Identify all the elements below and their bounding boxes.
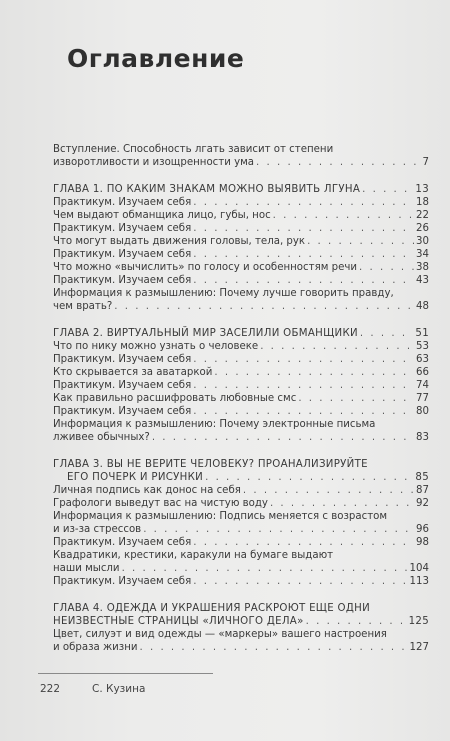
toc-item-label: Что по нику можно узнать о человеке [53, 341, 259, 352]
page-number: 80 [416, 406, 429, 417]
page-number: 51 [415, 328, 429, 339]
toc-item [53, 274, 429, 287]
dot-leader [307, 235, 414, 248]
toc-item-label: Цвет, силуэт и вид одежды — «маркеры» вашего настроения [53, 629, 387, 640]
dot-leader [270, 497, 414, 510]
chapter-heading: НЕИЗВЕСТНЫЕ СТРАНИЦЫ «ЛИЧНОГО ДЕЛА» [53, 616, 304, 627]
toc-item [53, 628, 429, 654]
page-number: 127 [409, 642, 429, 653]
toc-entry-intro [53, 143, 429, 169]
dot-leader [193, 405, 414, 418]
toc-item-info [53, 287, 429, 313]
dot-leader [193, 248, 414, 261]
chapter-heading: ГЛАВА 1. ПО КАКИМ ЗНАКАМ МОЖНО ВЫЯВИТЬ ЛГУНА [53, 184, 361, 195]
page-number: 18 [416, 197, 429, 208]
page-number: 98 [416, 537, 429, 548]
dot-leader [306, 615, 407, 628]
toc-chapter-3 [53, 458, 429, 484]
dot-leader [260, 340, 414, 353]
page-number: 66 [416, 367, 429, 378]
toc-item-label: Информация к размышлению: Почему лучше говорить правду, [53, 288, 394, 299]
toc-item-label: Кто скрывается за аватаркой [53, 367, 213, 378]
toc-item-label: Квадратики, крестики, каракули на бумаге выдают [53, 550, 334, 561]
toc-entry-label: изворотливости и изощренности ума [53, 157, 255, 168]
dot-leader [205, 471, 413, 484]
dot-leader [214, 366, 414, 379]
toc-item-label: Как правильно расшифровать любовные смс [53, 393, 297, 404]
toc-item-label: и образа жизни [53, 642, 138, 653]
dot-leader [243, 484, 414, 497]
page-number: 7 [422, 157, 429, 168]
toc-item-label: наши мысли [53, 563, 120, 574]
toc-item-label: Практикум. Изучаем себя [53, 275, 192, 286]
dot-leader [193, 379, 414, 392]
page-number: 92 [416, 498, 429, 509]
page-title: Оглавление [67, 44, 245, 73]
toc-item [53, 497, 429, 510]
dot-leader [362, 183, 413, 196]
toc-item [53, 353, 429, 366]
dot-leader [193, 222, 414, 235]
dot-leader [273, 209, 414, 222]
toc-item-label: Практикум. Изучаем себя [53, 406, 192, 417]
dot-leader [298, 392, 414, 405]
toc-item-label: чем врать? [53, 301, 113, 312]
toc-item-info [53, 510, 429, 536]
toc-item-label: Чем выдают обманщика лицо, губы, нос [53, 210, 271, 221]
toc-item [53, 549, 429, 575]
toc-item [53, 196, 429, 209]
toc-item-label: Графологи выведут вас на чистую воду [53, 498, 268, 509]
dot-leader [193, 274, 414, 287]
toc-item-label: Информация к размышлению: Подпись меняется с возрастом [53, 511, 388, 522]
toc-item [53, 405, 429, 418]
toc-item [53, 340, 429, 353]
dot-leader [256, 156, 420, 169]
page-number: 43 [416, 275, 429, 286]
toc-item-label: Практикум. Изучаем себя [53, 249, 192, 260]
page-number: 85 [415, 472, 429, 483]
toc-item [53, 261, 429, 274]
chapter-heading: ЕГО ПОЧЕРК И РИСУНКИ [67, 472, 204, 483]
page-number: 96 [416, 524, 429, 535]
page-number: 53 [416, 341, 429, 352]
chapter-heading: ГЛАВА 2. ВИРТУАЛЬНЫЙ МИР ЗАСЕЛИЛИ ОБМАНЩИКИ [53, 328, 358, 339]
page-number: 74 [416, 380, 429, 391]
footer-author: С. Кузина [92, 683, 146, 695]
page-number: 26 [416, 223, 429, 234]
dot-leader [114, 300, 414, 313]
toc-item-label: Что могут выдать движения головы, тела, рук [53, 236, 306, 247]
toc-item-label: лживее обычных? [53, 432, 150, 443]
page-number: 87 [416, 485, 429, 496]
toc-item [53, 248, 429, 261]
dot-leader [360, 327, 414, 340]
toc-item-label: Личная подпись как донос на себя [53, 485, 241, 496]
page-number: 30 [416, 236, 429, 247]
toc-chapter-4 [53, 602, 429, 628]
toc-item-label: Что можно «вычислить» по голосу и особенностям речи [53, 262, 358, 273]
toc-item [53, 575, 429, 588]
toc-item [53, 392, 429, 405]
dot-leader [359, 261, 414, 274]
chapter-heading: ГЛАВА 3. ВЫ НЕ ВЕРИТЕ ЧЕЛОВЕКУ? ПРОАНАЛИЗИРУЙТЕ [53, 459, 368, 470]
page-number: 125 [408, 616, 429, 627]
footer-divider [38, 673, 213, 674]
toc-item-label: Информация к размышлению: Почему электронные письма [53, 419, 376, 430]
toc-item-info [53, 418, 429, 444]
dot-leader [193, 196, 414, 209]
toc-item [53, 222, 429, 235]
toc-chapter-1 [53, 183, 429, 196]
toc-item [53, 536, 429, 549]
toc-item [53, 209, 429, 222]
page-number: 113 [409, 576, 429, 587]
toc-item-label: и из-за стрессов [53, 524, 142, 535]
toc-item-label: Практикум. Изучаем себя [53, 197, 192, 208]
dot-leader [122, 562, 408, 575]
toc-entry-label: Вступление. Способность лгать зависит от степени [53, 144, 334, 155]
chapter-heading: ГЛАВА 4. ОДЕЖДА И УКРАШЕНИЯ РАСКРОЮТ ЕЩЕ ОДНИ [53, 603, 370, 614]
toc-item [53, 379, 429, 392]
toc-item-label: Практикум. Изучаем себя [53, 354, 192, 365]
toc-item [53, 366, 429, 379]
toc-chapter-2 [53, 327, 429, 340]
footer-page-number: 222 [40, 683, 61, 695]
dot-leader [152, 431, 414, 444]
dot-leader [193, 536, 414, 549]
toc-item-label: Практикум. Изучаем себя [53, 223, 192, 234]
page-number: 104 [409, 563, 429, 574]
page-number: 34 [416, 249, 429, 260]
toc-item-label: Практикум. Изучаем себя [53, 576, 192, 587]
dot-leader [193, 353, 414, 366]
page-number: 77 [416, 393, 429, 404]
page-number: 48 [416, 301, 429, 312]
toc-item-label: Практикум. Изучаем себя [53, 380, 192, 391]
page-number: 22 [416, 210, 429, 221]
dot-leader [193, 575, 407, 588]
toc-item-label: Практикум. Изучаем себя [53, 537, 192, 548]
page-number: 13 [415, 184, 429, 195]
toc-item [53, 235, 429, 248]
dot-leader [139, 641, 407, 654]
page-number: 83 [416, 432, 429, 443]
page-number: 63 [416, 354, 429, 365]
dot-leader [143, 523, 414, 536]
table-of-contents [53, 143, 429, 654]
page-number: 38 [416, 262, 429, 273]
toc-item [53, 484, 429, 497]
